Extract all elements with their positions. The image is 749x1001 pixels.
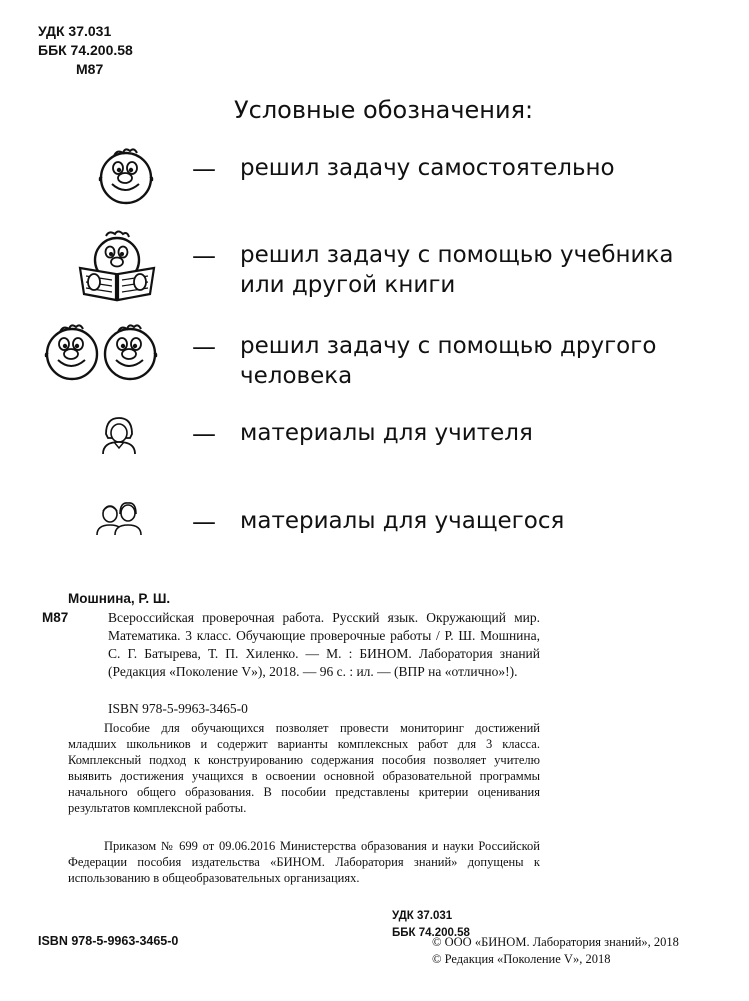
legend-text bbox=[240, 331, 656, 391]
legend-text-line: или другой книги bbox=[240, 272, 456, 298]
legend-text-line: материалы для учителя bbox=[240, 420, 533, 446]
copyright-line: © Редакция «Поколение V», 2018 bbox=[432, 952, 611, 966]
legend-text-line: человека bbox=[240, 363, 353, 389]
legend-dash: — bbox=[192, 155, 216, 183]
legend-text-line: материалы для учащегося bbox=[240, 508, 565, 534]
footer-isbn: ISBN 978-5-9963-3465-0 bbox=[38, 934, 179, 948]
book-description: Всероссийская проверочная работа. Русский язык. Окружающий мир. Математика. 3 класс. Обучающие проверочные работы / Р. Ш. Мошнина, С. Г. Батырева, Т. П. Хиленко. — М. : БИНОМ. Лаборатория знаний (Редакция «Поколение V»), 2018. — 96 с. : ил. — (ВПР на «отлично»!). bbox=[108, 610, 540, 679]
legend-text bbox=[240, 506, 564, 536]
legend-text-line: решил задачу с помощью другого bbox=[240, 333, 657, 359]
approval-order: Приказом № 699 от 09.06.2016 Министерства образования и науки Российской Федерации пособия издательства «БИНОМ. Лаборатория знаний» допущены к использованию в общеобразовательных организациях. bbox=[68, 839, 540, 885]
teacher-icon bbox=[100, 414, 138, 456]
udk-code: УДК 37.031 bbox=[38, 23, 112, 39]
legend-text bbox=[240, 240, 673, 300]
legend-dash: — bbox=[192, 333, 216, 361]
udk-code: УДК 37.031 bbox=[392, 910, 453, 922]
legend-dash: — bbox=[192, 508, 216, 536]
legend-text bbox=[240, 153, 615, 183]
copyright bbox=[432, 934, 679, 968]
students-icon bbox=[96, 502, 142, 536]
legend-title: Условные обозначения: bbox=[234, 96, 534, 124]
two-smileys-icon bbox=[40, 318, 162, 384]
annotation: Пособие для обучающихся позволяет провести мониторинг достижений младших школьников и содержит варианты комплексных работ для 3 класса. Комплексный подход к конструированию содержания пособия позволяет учителю выявить достижения учащихся в освоении основной образовательной программы начального общего образования. В пособии представлены критерии оценивания результатов комплексной работы. bbox=[68, 721, 540, 815]
bbk-code: ББК 74.200.58 bbox=[38, 42, 133, 58]
legend-dash: — bbox=[192, 242, 216, 270]
classification-codes bbox=[38, 22, 133, 79]
legend-text-line: решил задачу самостоятельно bbox=[240, 155, 615, 181]
author: Мошнина, Р. Ш. bbox=[68, 591, 171, 606]
copyright-line: © ООО «БИНОМ. Лаборатория знаний», 2018 bbox=[432, 935, 679, 949]
legend-text bbox=[240, 418, 533, 448]
isbn: ISBN 978-5-9963-3465-0 bbox=[108, 701, 248, 716]
legend-dash: — bbox=[192, 420, 216, 448]
smiley-reading-book-icon bbox=[76, 230, 158, 302]
legend-text-line: решил задачу с помощью учебника bbox=[240, 242, 674, 268]
bbk-code: ББК 74.200.58 bbox=[392, 927, 470, 939]
author-mark: М87 bbox=[42, 610, 69, 625]
author-mark: М87 bbox=[76, 61, 104, 77]
smiley-face-icon bbox=[96, 144, 156, 206]
